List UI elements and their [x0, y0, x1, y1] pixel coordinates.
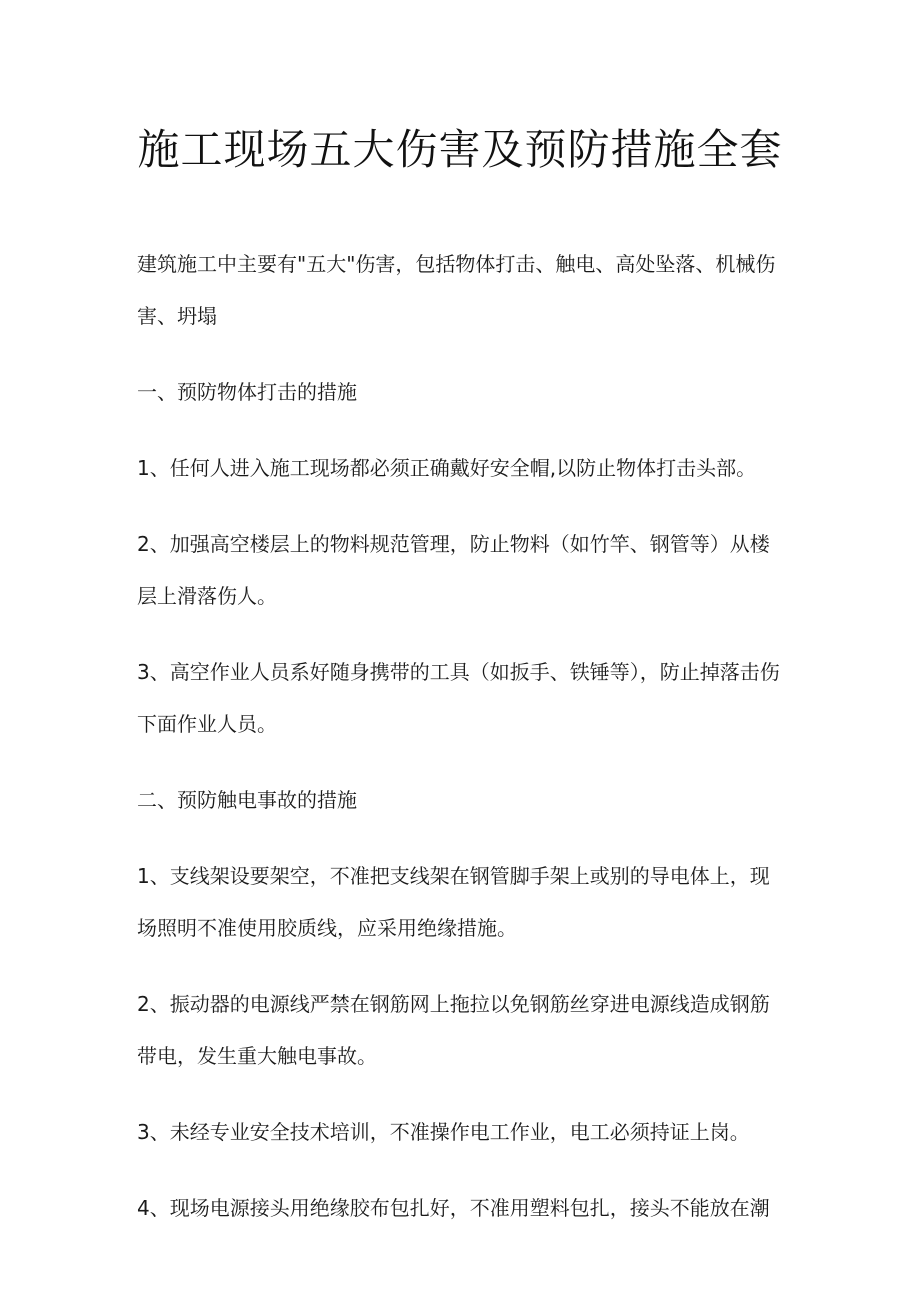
section-1-item-2: 2、加强高空楼层上的物料规范管理，防止物料（如竹竿、钢管等）从楼层上滑落伤人。 [137, 532, 770, 608]
section-2-item-1: 1、支线架设要架空，不准把支线架在钢管脚手架上或别的导电体上，现场照明不准使用胶质线，应采用绝缘措施。 [137, 864, 770, 940]
section-2-item-3: 3、未经专业安全技术培训，不准操作电工作业，电工必须持证上岗。 [137, 1120, 750, 1144]
intro-paragraph: 建筑施工中主要有"五大"伤害，包括物体打击、触电、高处坠落、机械伤害、坍塌 [137, 252, 776, 328]
section-heading-1: 一、预防物体打击的措施 [137, 380, 357, 404]
section-1-item-3: 3、高空作业人员系好随身携带的工具（如扳手、铁锤等），防止掉落击伤下面作业人员。 [137, 660, 780, 736]
document-body [137, 238, 783, 1258]
document-title: 施工现场五大伤害及预防措施全套 [137, 125, 783, 174]
section-2-item-2: 2、振动器的电源线严禁在钢筋网上拖拉以免钢筋丝穿进电源线造成钢筋带电，发生重大触电事故。 [137, 992, 770, 1068]
section-heading-2: 二、预防触电事故的措施 [137, 788, 357, 812]
section-1-item-1: 1、任何人进入施工现场都必须正确戴好安全帽,以防止物体打击头部。 [137, 456, 757, 480]
section-2-item-4: 4、现场电源接头用绝缘胶布包扎好，不准用塑料包扎，接头不能放在潮 [137, 1196, 770, 1220]
